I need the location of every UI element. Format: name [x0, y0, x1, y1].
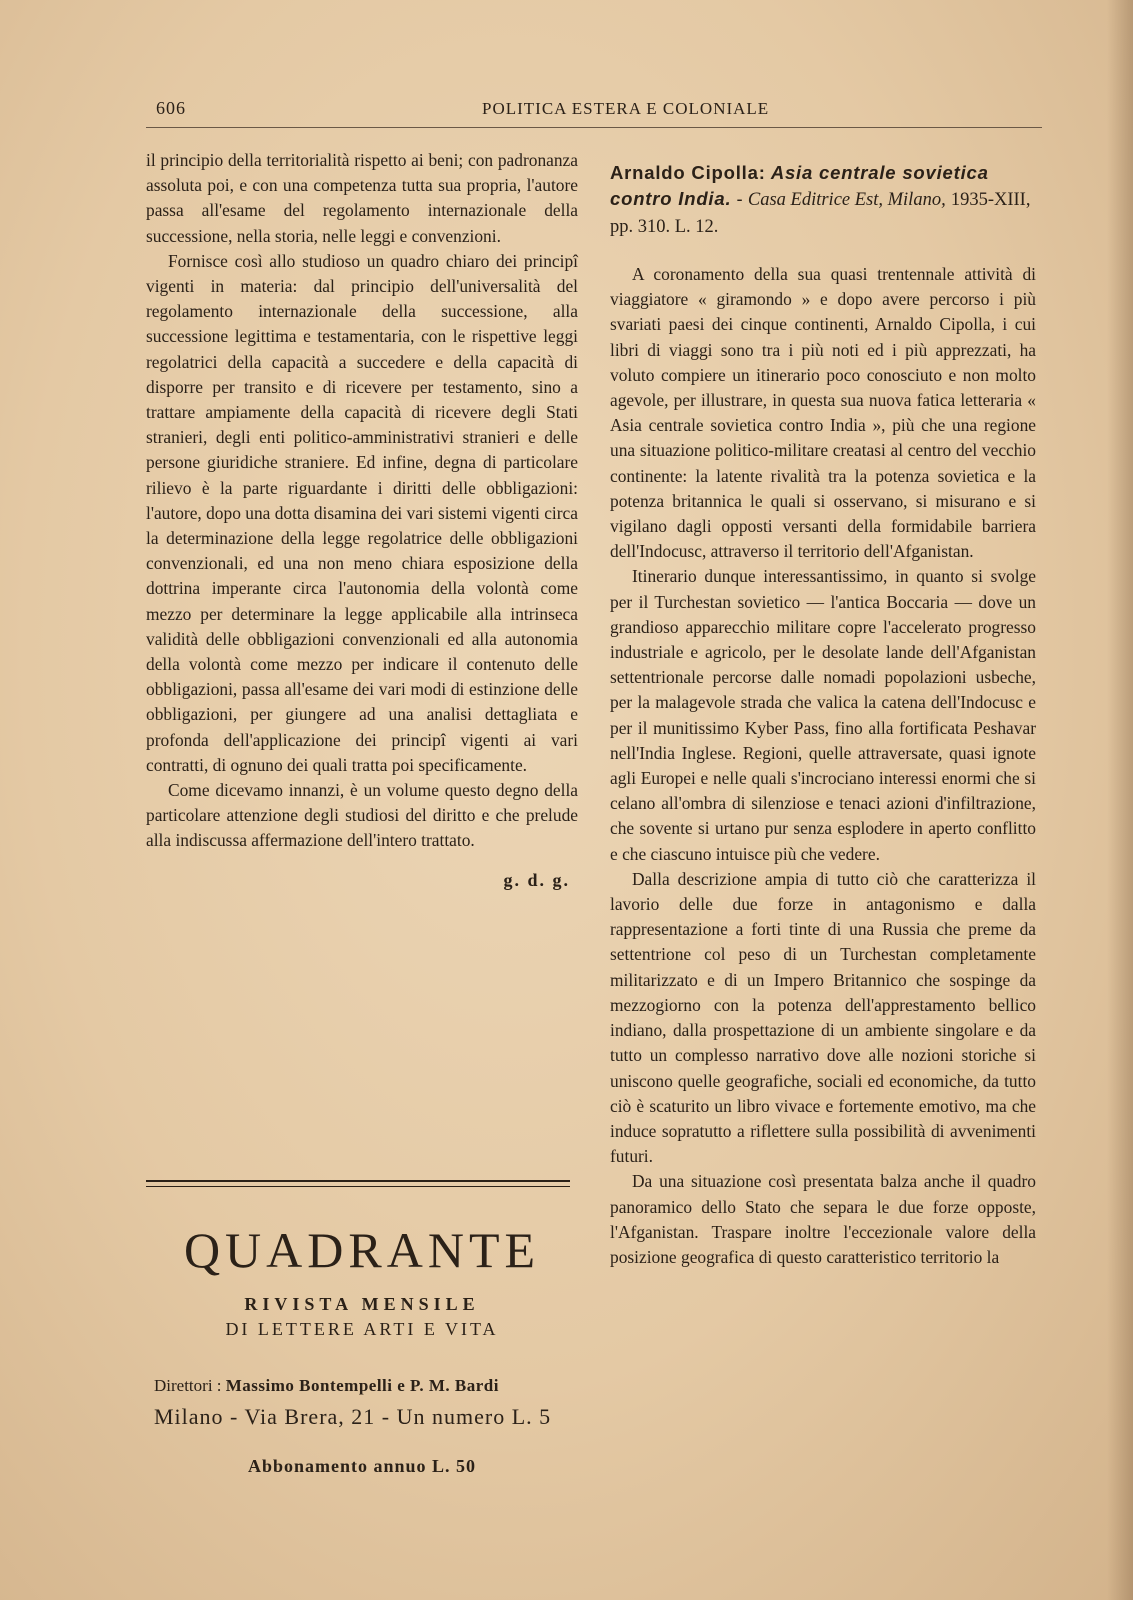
review-heading [610, 160, 1036, 240]
page-number: 606 [156, 98, 186, 118]
running-title: POLITICA ESTERA E COLONIALE [482, 99, 770, 118]
quadrante-advertisement [146, 1222, 578, 1477]
ad-address: Milano - Via Brera, 21 - Un numero L. 5 [154, 1404, 552, 1429]
review-publisher: Casa Editrice Est, Milano, [747, 190, 946, 210]
right-paragraph-2: Itinerario dunque interessantissimo, in quanto si svolge per il Turchestan sovietico — l'antica Boccaria — dove un grandioso apparecchio militare copre l'accelerato progresso industriale e agricolo, per le desolate lande dell'Afganistan settentrionale percorse dalle nomadi popolazioni usbeche, per la malagevole strada che valica la catena dell'Indocusc e per il munitissimo Kyber Pass, fino alla fortificata Peshavar nell'India Inglese. Regioni, quelle attraversate, quasi ignote agli Europei e nelle quali s'incrociano interessi enormi che si celano all'ombra di silenziose e tenaci azioni d'infiltrazione, che sovente si urtano pur senza esplodere in aperto conflitto e che ciascuno intuisce più che vedere. [610, 566, 1036, 864]
ad-directors [146, 1376, 578, 1396]
right-column [610, 160, 1036, 1270]
ad-subtitle-2: DI LETTERE ARTI E VITA [225, 1319, 499, 1339]
left-paragraph-3: Come dicevamo innanzi, è un volume questo degno della particolare attenzione degli studiosi del diritto e che prelude alla indiscussa affermazione dell'intero trattato. [146, 780, 578, 851]
ad-subscription: Abbonamento annuo L. 50 [247, 1456, 477, 1476]
header-divider [146, 127, 1042, 128]
left-column [146, 148, 578, 893]
right-paragraph-3: Dalla descrizione ampia di tutto ciò che caratterizza il lavorio delle due forze in antagonismo e dalla rappresentazione a forti tinte di una Russia che preme da settentrione col peso di un Turchestan completamente militarizzato e di un Impero Britannico che sospinge da mezzogiorno con la potenza dell'apprestamento bellico indiano, dalla prospettazione di un ambiente singolare e da tutto un complesso narrativo dove alle nozioni storiche si uniscono quelle geografiche, sociali ed economiche, da tutto ciò è scaturito un libro vivace e fortemente emotivo, ma che induce sopratutto a riflettere sulla possibilità di avvenimenti futuri. [610, 868, 1036, 1167]
ad-subtitle-1: RIVISTA MENSILE [244, 1294, 480, 1314]
left-paragraph-1: il principio della territorialità rispetto ai beni; con padronanza assoluta poi, e con una competenza tutta sua propria, l'autore passa all'esame del regolamento internazionale della successione, nella storia, nelle leggi e convenzioni. [146, 150, 578, 246]
ad-directors-names: Massimo Bontempelli e P. M. Bardi [225, 1376, 499, 1395]
ad-title: QUADRANTE [183, 1222, 541, 1278]
left-paragraph-2: Fornisce così allo studioso un quadro chiaro dei principî vigenti in materia: dal principio dell'universalità del regolamento internazionale della successione, alla successione legittima e testamentaria, con le rispettive leggi regolatrici della capacità a succedere e della capacità di disporre per transito e di ricevere per testamento, sino a trattare ampiamente della capacità di ricevere degli Stati stranieri, degli enti politico-amministrativi stranieri e delle persone giuridiche straniere. Ed infine, degna di particolare rilievo è la parte riguardante i diritti delle obbligazioni: l'autore, dopo una dotta disamina dei vari sistemi vigenti circa la determinazione della legge regolatrice delle obbligazioni convenzionali, ed una non meno chiara esposizione della dottrina imperante circa l'autonomia della volontà come mezzo per determinare la legge applicabile alla intrinseca validità delle obbligazioni convenzionali ed alla autonomia della volontà come mezzo per indicare il contenuto delle obbligazioni, passa all'esame dei vari modi di estinzione delle obbligazioni, per giungere ad una analisi dettagliata e profonda dell'applicazione dei principî vigenti ai vari contratti, di ognuno dei quali tratta poi specificamente. [146, 250, 578, 775]
review-signature: g. d. g. [503, 869, 570, 890]
review-author: Arnaldo Cipolla: [610, 162, 766, 183]
ad-directors-label: Direttori : [154, 1376, 222, 1395]
advertisement-divider [146, 1180, 570, 1187]
review-pages: 1935-XIII, pp. 310. L. 12. [610, 190, 1031, 237]
right-paragraph-4: Da una situazione così presentata balza anche il quadro panoramico dello Stato che separa le due forze opposte, l'Afganistan. Traspare inoltre l'eccezionale valore della posizione geografica di questo caratteristico territorio la [610, 1171, 1036, 1267]
right-paragraph-1: A coronamento della sua quasi trentennale attività di viaggiatore « giramondo » e dopo avere percorso i più svariati paesi dei cinque continenti, Arnaldo Cipolla, i cui libri di viaggi sono tra i più noti ed i più apprezzati, ha voluto compiere un itinerario poco conosciuto e non molto agevole, per illustrare, in questa sua nuova fatica letteraria « Asia centrale sovietica contro India », più che una regione una situazione politico-militare creatasi al centro del vecchio continente: la latente rivalità tra la potenza sovietica e la potenza britannica le quali si osservano, si misurano e si vigilano dagli opposti versanti della formidabile barriera dell'Indocusc, attraverso il territorio dell'Afganistan. [610, 264, 1036, 562]
review-separator: - [736, 188, 743, 209]
page-header [156, 98, 1036, 126]
review-book-title: Asia centrale sovietica contro India. [610, 162, 989, 209]
page-edge-shadow [1107, 0, 1133, 1600]
